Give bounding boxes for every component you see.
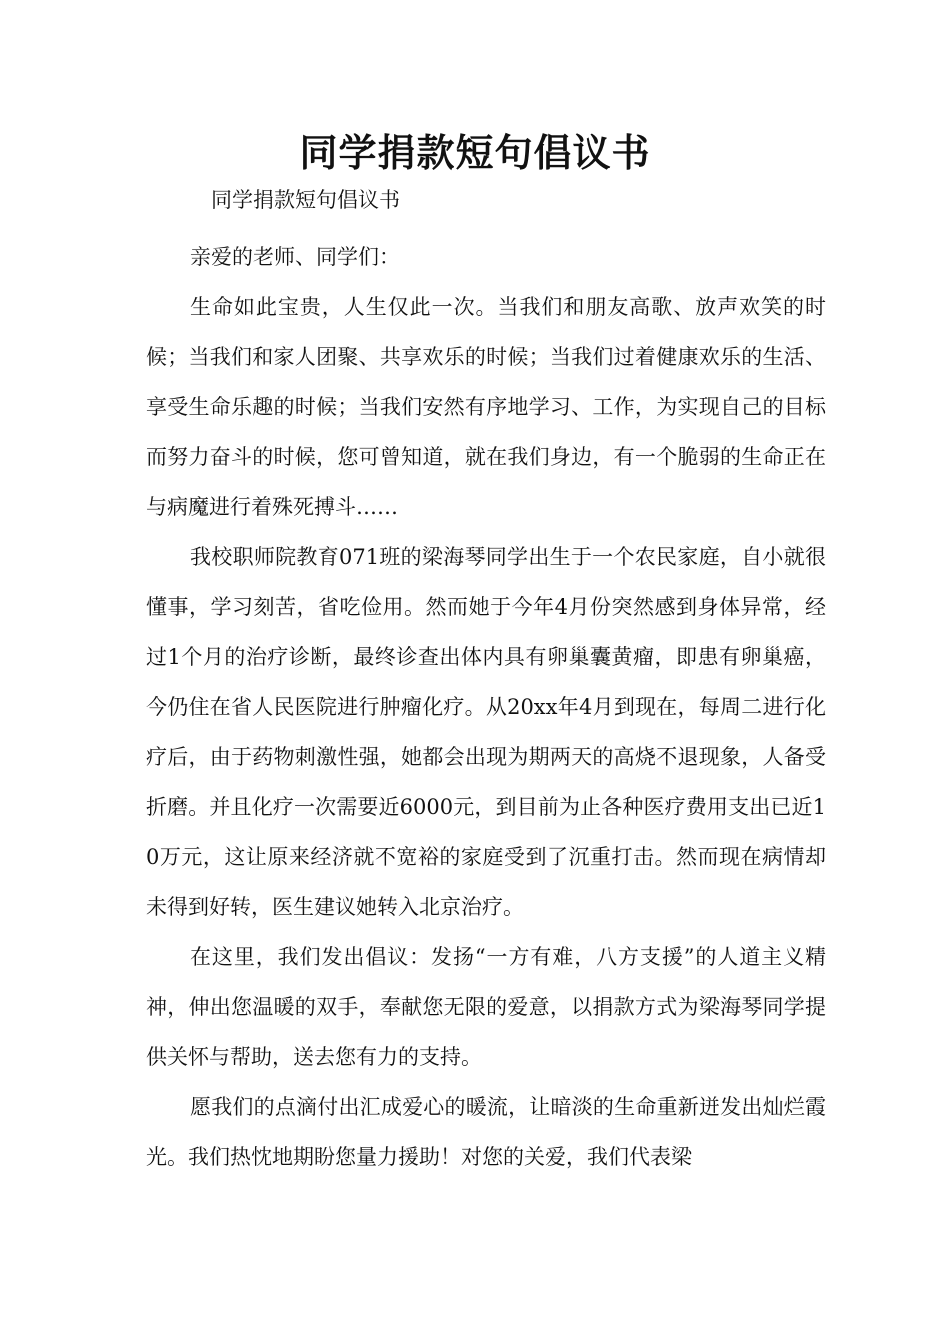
paragraph-2: 我校职师院教育071班的梁海琴同学出生于一个农民家庭，自小就很懂事，学习刻苦，省吃俭用。然而她于今年4月份突然感到身体异常，经过1个月的治疗诊断，最终诊查出体内具有卵巢囊黄瘤，即患有卵巢癌，今仍住在省人民医院进行肿瘤化疗。从20xx年4月到现在，每周二进行化疗后，由于药物刺激性强，她都会出现为期两天的高烧不退现象，人备受折磨。并且化疗一次需要近6000元，到目前为止各种医疗费用支出已近10万元，这让原来经济就不宽裕的家庭受到了沉重打击。然而现在病情却未得到好转，医生建议她转入北京治疗。 (146, 545, 826, 919)
document-body (146, 232, 826, 1182)
paragraph-3: 在这里，我们发出倡议：发扬“一方有难，八方支援”的人道主义精神，伸出您温暖的双手，奉献您无限的爱意，以捐款方式为梁海琴同学提供关怀与帮助，送去您有力的支持。 (146, 945, 826, 1069)
document-title: 同学捐款短句倡议书 (299, 131, 651, 175)
paragraph-1: 生命如此宝贵，人生仅此一次。当我们和朋友高歌、放声欢笑的时候；当我们和家人团聚、共享欢乐的时候；当我们过着健康欢乐的生活、享受生命乐趣的时候；当我们安然有序地学习、工作，为实现自己的目标而努力奋斗的时候，您可曾知道，就在我们身边，有一个脆弱的生命正在与病魔进行着殊死搏斗…… (146, 295, 826, 519)
document-subtitle: 同学捐款短句倡议书 (211, 188, 400, 212)
salutation: 亲爱的老师、同学们： (190, 245, 400, 269)
paragraph-4: 愿我们的点滴付出汇成爱心的暖流，让暗淡的生命重新迸发出灿烂霞光。我们热忱地期盼您量力援助！对您的关爱，我们代表梁 (146, 1095, 826, 1169)
